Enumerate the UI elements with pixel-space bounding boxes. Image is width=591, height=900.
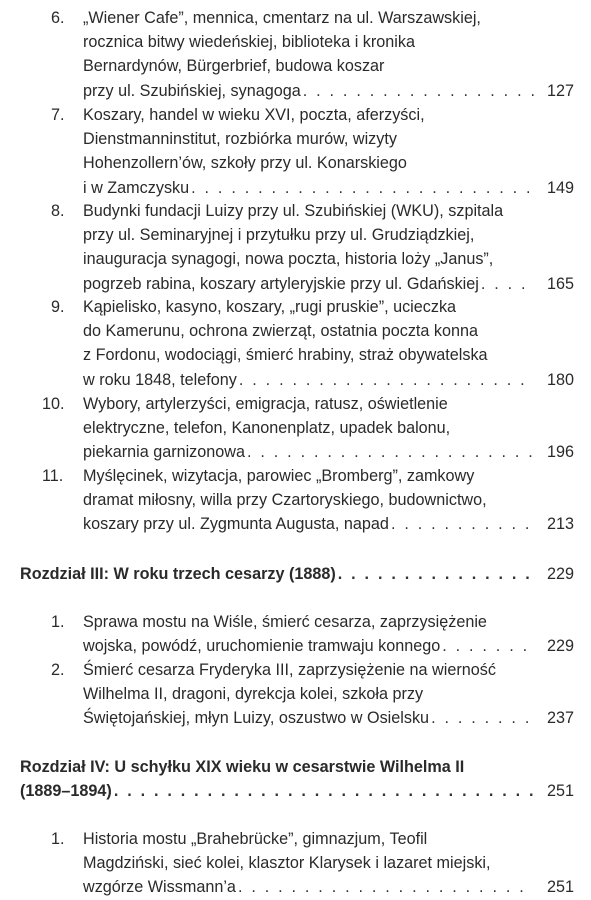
page-number[interactable]: 229	[546, 565, 574, 583]
entry-text-line: wzgórze Wissmann’a	[83, 878, 236, 897]
page-number[interactable]: 251	[546, 878, 574, 897]
entry-text-line: przy ul. Seminaryjnej i przytułku przy ul. Grudziądzkiej,	[83, 226, 475, 245]
entry-text-line: do Kamerunu, ochrona zwierząt, ostatnia poczta konna	[83, 322, 479, 341]
entry-text-line: Historia mostu „Brahebrücke”, gimnazjum, Teofil	[83, 830, 428, 848]
entry-text-line: piekarnia garnizonowa	[83, 443, 245, 462]
toc-entry[interactable]	[20, 6, 574, 103]
entry-text-line: wojska, powódź, uruchomienie tramwaju konnego	[83, 637, 441, 656]
dot-leader	[442, 634, 534, 658]
entry-number: 1.	[51, 613, 65, 631]
chapter-heading[interactable]	[20, 562, 574, 586]
toc-entry[interactable]	[20, 295, 574, 392]
entry-text-line: Wybory, artylerzyści, emigracja, ratusz, oświetlenie	[83, 395, 448, 413]
entry-text-line: Budynki fundacji Luizy przy ul. Szubińskiej (WKU), szpitala	[83, 202, 504, 220]
chapter-title: Rozdział III: W roku trzech cesarzy (1888)	[20, 565, 336, 583]
dot-leader	[431, 706, 534, 730]
toc-entry[interactable]	[20, 392, 574, 465]
entry-text-line: Świętojańskiej, młyn Luizy, oszustwo w Osielsku	[83, 709, 430, 728]
dot-leader	[303, 79, 534, 103]
toc-entry[interactable]	[20, 827, 574, 900]
entry-text-line: z Fordonu, wodociągi, śmierć hrabiny, straż obywatelska	[83, 346, 488, 365]
entry-text-line: rocznica bitwy wiedeńskiej, biblioteka i kronika	[83, 33, 415, 52]
entry-text-line: przy ul. Szubińskiej, synagoga	[83, 81, 301, 100]
entry-number: 1.	[51, 830, 65, 848]
chapter-title: (1889–1894)	[20, 782, 112, 801]
entry-text-line: Kąpielisko, kasyno, koszary, „rugi pruskie”, ucieczka	[83, 298, 457, 316]
entry-number: 10.	[42, 395, 65, 413]
entry-text-line: Sprawa mostu na Wiśle, śmierć cesarza, zaprzysiężenie	[83, 613, 487, 631]
toc-entry[interactable]	[20, 199, 574, 296]
entry-text-line: Magdziński, sieć kolei, klasztor Klarysek i lazaret miejski,	[83, 854, 491, 873]
dot-leader	[191, 176, 534, 200]
entry-text-line: koszary przy ul. Zygmunta Augusta, napad	[83, 515, 389, 534]
dot-leader	[238, 875, 534, 899]
toc-entry[interactable]	[20, 658, 574, 731]
page-number[interactable]: 127	[546, 81, 574, 100]
entry-text-line: dramat miłosny, willa przy Czartoryskiego, budownictwo,	[83, 491, 487, 510]
entry-text-line: inauguracja synagogi, nowa poczta, historia loży „Janus”,	[83, 250, 494, 269]
page-number[interactable]: 229	[546, 637, 574, 656]
dot-leader	[338, 562, 534, 586]
entry-number: 11.	[42, 467, 64, 485]
dot-leader	[481, 272, 534, 296]
entry-number: 9.	[51, 298, 65, 316]
dot-leader	[247, 440, 534, 464]
entry-text-line: Koszary, handel w wieku XVI, poczta, aferzyści,	[83, 106, 425, 124]
page-number[interactable]: 149	[546, 178, 574, 197]
entry-text-line: elektryczne, telefon, Kanonenplatz, upadek balonu,	[83, 419, 451, 438]
entry-text-line: Bernardynów, Bürgerbrief, budowa koszar	[83, 57, 385, 76]
entry-text-line: Śmierć cesarza Fryderyka III, zaprzysiężenie na wierność	[83, 661, 496, 679]
toc-entry[interactable]	[20, 103, 574, 200]
entry-text-line: w roku 1848, telefony	[83, 370, 237, 389]
entry-number: 6.	[51, 9, 65, 27]
entry-text-line: Dienstmanninstitut, rozbiórka murów, wizyty	[83, 130, 397, 149]
entry-text-line: pogrzeb rabina, koszary artyleryjskie przy ul. Gdańskiej	[83, 274, 479, 293]
entry-number: 2.	[51, 661, 65, 679]
chapter-title: Rozdział IV: U schyłku XIX wieku w cesarstwie Wilhelma II	[20, 758, 465, 776]
page-number[interactable]: 251	[546, 782, 574, 801]
page-number[interactable]: 180	[546, 370, 574, 389]
dot-leader	[239, 368, 534, 392]
toc-entry[interactable]	[20, 610, 574, 658]
page-number[interactable]: 237	[546, 709, 574, 728]
entry-number: 7.	[51, 106, 65, 124]
entry-text-line: „Wiener Cafe”, mennica, cmentarz na ul. Warszawskiej,	[83, 9, 481, 27]
page-number[interactable]: 196	[546, 443, 574, 462]
page-number[interactable]: 213	[546, 515, 574, 534]
entry-number: 8.	[51, 202, 65, 220]
entry-text-line: Myślęcinek, wizytacja, parowiec „Bromberg”, zamkowy	[83, 467, 475, 485]
page-number[interactable]: 165	[546, 274, 574, 293]
entry-text-line: Wilhelma II, dragoni, dyrekcja kolei, szkoła przy	[83, 685, 424, 704]
dot-leader	[114, 779, 534, 803]
entry-text-line: i w Zamczysku	[83, 178, 190, 197]
chapter-heading[interactable]	[20, 755, 574, 803]
dot-leader	[391, 512, 534, 536]
toc-entry[interactable]	[20, 464, 574, 537]
entry-text-line: Hohenzollern’ów, szkoły przy ul. Konarskiego	[83, 154, 407, 173]
